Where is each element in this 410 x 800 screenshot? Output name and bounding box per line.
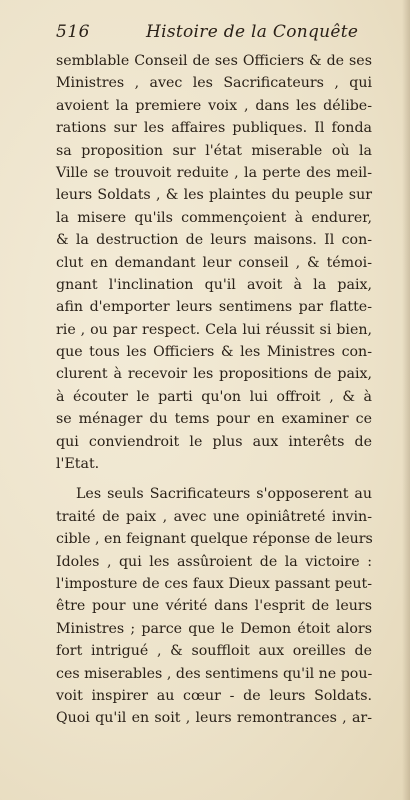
text-line: Quoi qu'il en soit , leurs remontrances , ar- bbox=[56, 710, 372, 727]
text-line: Idoles , qui les assûroient de la victoire : bbox=[56, 553, 372, 570]
text-line: & la destruction de leurs maisons. Il con- bbox=[56, 232, 372, 249]
text-line: Ministres ; parce que le Demon étoit alors bbox=[56, 620, 372, 637]
paragraph-1 bbox=[56, 50, 372, 475]
text-line: semblable Conseil de ses Officiers & de ses bbox=[56, 53, 372, 69]
text-line: ces miserables , des sentimens qu'il ne pou- bbox=[56, 665, 373, 682]
paragraph-gap bbox=[56, 475, 372, 483]
text-line: voit inspirer au cœur - de leurs Soldats. bbox=[56, 687, 372, 704]
body-text bbox=[56, 50, 372, 730]
text-line: être pour une vérité dans l'esprit de leurs bbox=[56, 598, 372, 615]
text-line: qui conviendroit le plus aux interêts de bbox=[56, 433, 372, 450]
running-title: Histoire de la Conquête bbox=[146, 22, 359, 42]
text-line: la misere qu'ils commençoient à endurer, bbox=[56, 209, 372, 226]
text-line: clut en demandant leur conseil , & témoi- bbox=[56, 254, 372, 271]
text-line: Les seuls Sacrificateurs s'opposerent au bbox=[76, 486, 372, 503]
page-header bbox=[56, 22, 386, 52]
text-line: avoient la premiere voix , dans les délibe- bbox=[56, 97, 372, 114]
paragraph-2 bbox=[56, 483, 372, 729]
text-line: que tous les Officiers & les Ministres con- bbox=[56, 344, 372, 361]
text-line: l'Etat. bbox=[56, 456, 100, 473]
text-line: se ménager du tems pour en examiner ce bbox=[56, 411, 372, 428]
text-line: afin d'emporter leurs sentimens par flatte- bbox=[56, 299, 372, 316]
text-line: traité de paix , avec une opiniâtreté invin- bbox=[56, 508, 372, 525]
text-line: leurs Soldats , & les plaintes du peuple sur bbox=[56, 187, 372, 204]
text-line: sa proposition sur l'état miserable où la bbox=[56, 142, 372, 159]
text-line: rations sur les affaires publiques. Il fonda bbox=[56, 120, 372, 137]
text-line: Ville se trouvoit reduite , la perte des meil- bbox=[56, 164, 372, 181]
text-line: Ministres , avec les Sacrificateurs , qui bbox=[56, 75, 372, 92]
text-line: à écouter le parti qu'on lui offroit , & à bbox=[56, 388, 372, 405]
page-number: 516 bbox=[56, 22, 90, 42]
text-line: gnant l'inclination qu'il avoit à la paix, bbox=[56, 276, 372, 293]
text-line: l'imposture de ces faux Dieux passant peut- bbox=[56, 575, 372, 592]
text-line: cible , en feignant quelque réponse de leurs bbox=[56, 531, 373, 548]
text-line: rie , ou par respect. Cela lui réussit si bien, bbox=[56, 321, 372, 338]
text-line: clurent à recevoir les propositions de paix, bbox=[56, 366, 372, 383]
text-line: fort intrigué , & souffloit aux oreilles de bbox=[56, 643, 372, 660]
page-edge-shadow bbox=[402, 0, 410, 800]
